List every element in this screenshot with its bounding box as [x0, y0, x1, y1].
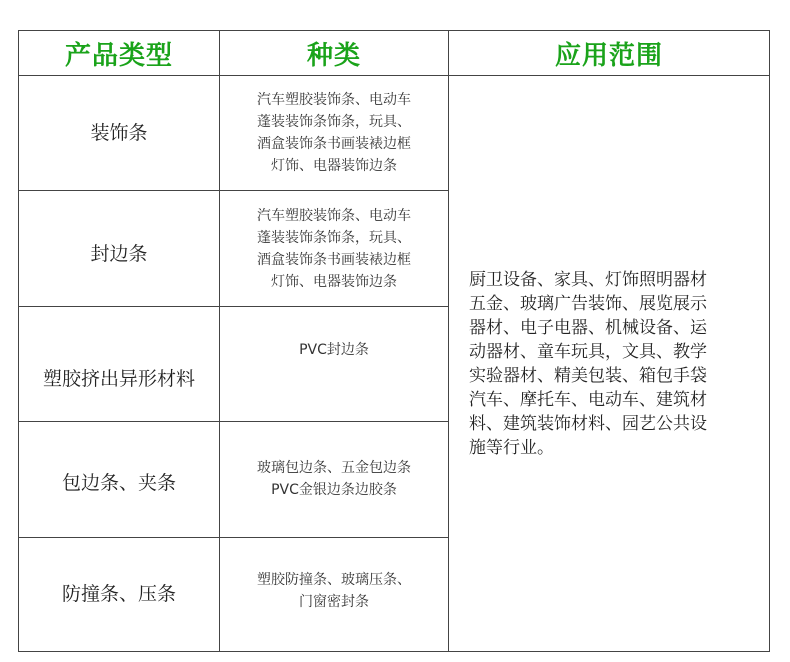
product-type-cell: 塑胶挤出异形材料 [19, 306, 220, 421]
product-type-cell: 封边条 [19, 191, 220, 306]
kind-line: 灯饰、电器装饰边条 [271, 158, 397, 175]
product-type-cell: 包边条、夹条 [19, 422, 220, 537]
application-line: 汽车、摩托车、电动车、建筑材 [469, 389, 707, 410]
kind-line: PVC金银边条边胶条 [271, 482, 397, 499]
application-cell [449, 76, 770, 652]
product-type-cell: 防撞条、压条 [19, 537, 220, 651]
kind-line: 酒盒装饰条书画装裱边框 [257, 136, 411, 153]
kind-cell [220, 191, 449, 306]
application-line: 施等行业。 [469, 437, 554, 458]
application-line: 五金、玻璃广告装饰、展览展示 [469, 293, 707, 314]
kind-line: 酒盒装饰条书画装裱边框 [257, 251, 411, 268]
kind-line: 蓬装装饰条饰条，玩具、 [257, 114, 411, 131]
product-table-container [18, 30, 769, 652]
header-kind: 种类 [220, 31, 449, 76]
application-line: 器材、电子电器、机械设备、运 [469, 317, 707, 338]
kind-line: 塑胶防撞条、玻璃压条、 [257, 572, 411, 589]
kind-line: 汽车塑胶装饰条、电动车 [257, 92, 411, 109]
product-table [18, 30, 770, 652]
application-line: 实验器材、精美包装、箱包手袋 [469, 365, 707, 386]
kind-line: 灯饰、电器装饰边条 [271, 273, 397, 290]
table-header-row [19, 31, 770, 76]
kind-cell [220, 76, 449, 191]
kind-line: 汽车塑胶装饰条、电动车 [257, 207, 411, 224]
kind-line: 玻璃包边条、五金包边条 [257, 460, 411, 477]
application-line: 料、建筑装饰材料、园艺公共设 [469, 413, 707, 434]
kind-cell [220, 306, 449, 421]
kind-line: 蓬装装饰条饰条，玩具、 [257, 229, 411, 246]
kind-line: PVC封边条 [299, 341, 369, 358]
kind-cell [220, 537, 449, 651]
application-line: 厨卫设备、家具、灯饰照明器材 [469, 269, 707, 290]
header-application: 应用范围 [449, 31, 770, 76]
header-product-type: 产品类型 [19, 31, 220, 76]
product-type-cell: 装饰条 [19, 76, 220, 191]
application-line: 动器材、童车玩具，文具、教学 [469, 341, 707, 362]
table-row [19, 76, 770, 191]
kind-cell [220, 422, 449, 537]
kind-line: 门窗密封条 [299, 594, 369, 611]
